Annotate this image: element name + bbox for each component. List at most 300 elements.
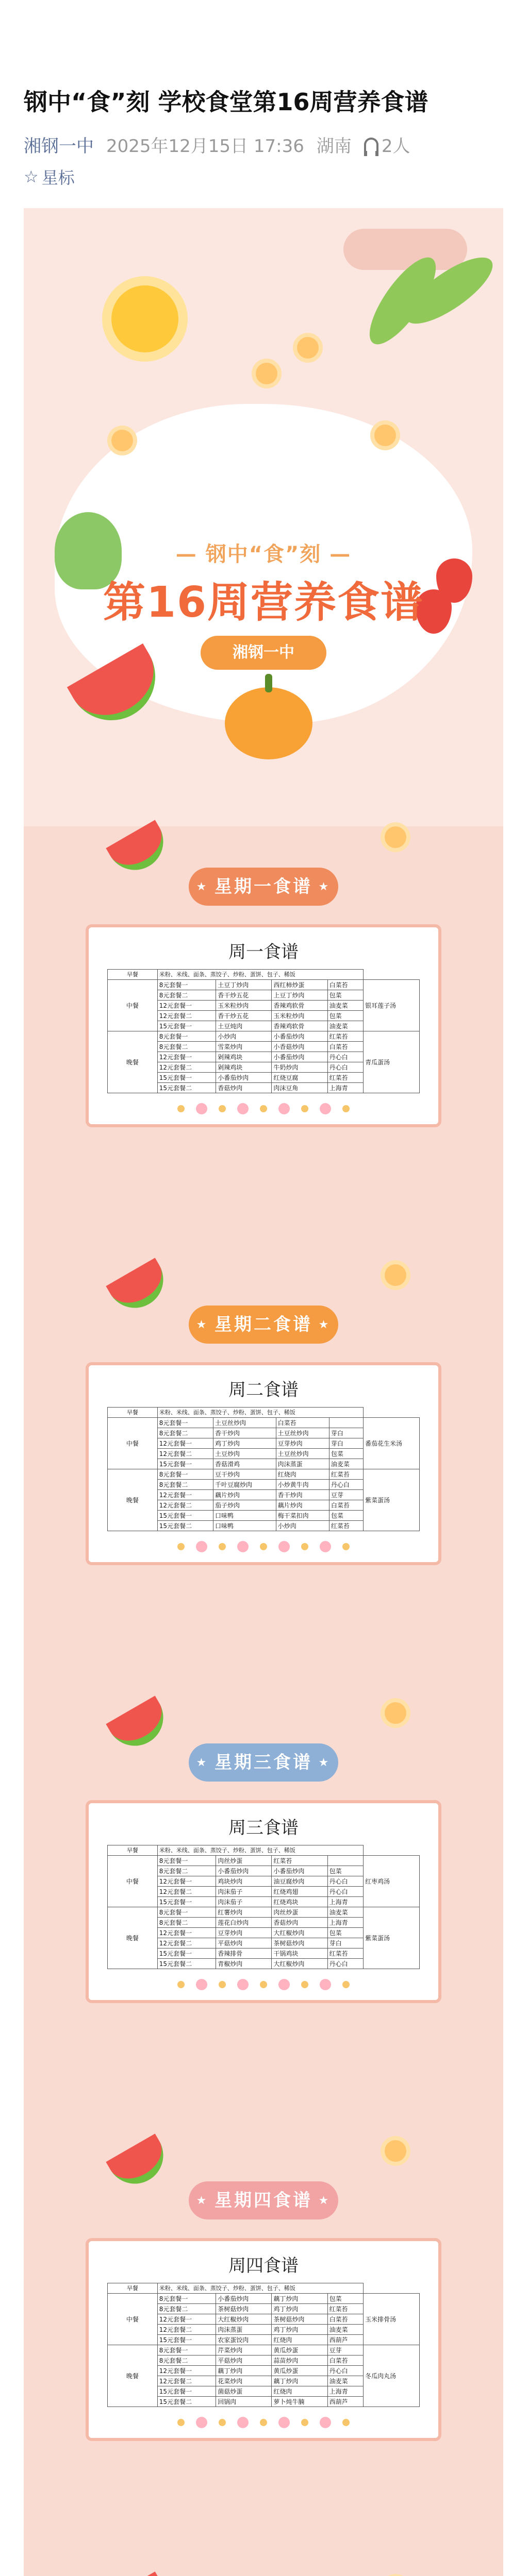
table-cell: 油豆腐炒肉 — [272, 1876, 327, 1887]
table-cell: 土豆丝炒肉 — [276, 1428, 329, 1438]
table-cell: 8元套餐二 — [157, 1480, 213, 1490]
dot-icon — [320, 1541, 331, 1552]
decorative-dots — [89, 1969, 438, 2000]
table-cell: 15元套餐一 — [157, 1459, 213, 1469]
dot-icon — [237, 1103, 249, 1114]
table-cell: 12元套餐二 — [157, 1062, 216, 1073]
table-cell: 藕片炒肉 — [276, 1500, 329, 1511]
table-cell: 12元套餐一 — [157, 2366, 216, 2376]
meal-label-cell: 中餐 — [108, 1418, 158, 1469]
dot-icon — [342, 1981, 350, 1988]
table-cell: 白菜苔 — [327, 2314, 364, 2325]
table-cell: 白菜苔 — [327, 2355, 364, 2366]
dot-icon — [177, 1981, 185, 1988]
table-cell: 8元套餐二 — [157, 990, 216, 1001]
table-cell: 包菜 — [327, 2294, 364, 2304]
menu-table — [107, 969, 420, 1093]
table-cell: 8元套餐一 — [157, 2294, 216, 2304]
table-cell: 剁辣鸡块 — [216, 1052, 272, 1062]
table-row — [108, 1907, 420, 1918]
table-cell: 上海青 — [327, 2386, 364, 2397]
dot-icon — [278, 1103, 290, 1114]
table-cell: 肉沫豆角 — [272, 1083, 327, 1093]
table-cell: 黄瓜炒蛋 — [272, 2366, 327, 2376]
table-header-cell: 早餐 — [108, 1845, 158, 1856]
star-icon: ★ — [196, 880, 214, 893]
article-title: 钢中“食”刻 学校食堂第16周营养食谱 — [24, 88, 428, 116]
table-cell: 12元套餐二 — [157, 1449, 213, 1459]
table-cell: 红烧豆腐 — [272, 1073, 327, 1083]
table-cell: 白菜苔 — [329, 1500, 363, 1511]
soup-cell: 冬瓜肉丸汤 — [364, 2345, 420, 2407]
table-cell: 8元套餐二 — [157, 2304, 216, 2314]
meal-label-cell: 中餐 — [108, 2294, 158, 2345]
table-cell: 萝卜炖牛腩 — [272, 2397, 327, 2407]
day-pill-wed — [189, 1743, 338, 1782]
table-cell: 油麦菜 — [327, 1021, 364, 1031]
table-cell: 包菜 — [327, 1928, 364, 1938]
table-cell: 土豆炖肉 — [216, 1021, 272, 1031]
publish-date: 2025年12月15日 17:36 — [106, 136, 304, 157]
table-row — [108, 2294, 420, 2304]
table-cell: 肉丝炒蛋 — [272, 1907, 327, 1918]
table-cell: 8元套餐二 — [157, 2355, 216, 2366]
table-cell: 红烧鸡翅 — [272, 1887, 327, 1897]
dot-icon — [342, 1543, 350, 1550]
table-cell: 丹心白 — [329, 1480, 363, 1490]
table-cell: 8元套餐一 — [157, 1856, 216, 1866]
flower-icon — [374, 425, 396, 446]
table-cell: 红菜苔 — [327, 1948, 364, 1959]
table-cell: 芽白 — [327, 1938, 364, 1948]
table-header-cell: 早餐 — [108, 2283, 158, 2294]
table-row — [108, 1418, 420, 1428]
dot-icon — [260, 1105, 267, 1112]
table-cell: 雪菜炒肉 — [216, 1042, 272, 1052]
decorative-dots — [89, 1531, 438, 1562]
table-cell: 红薯炒肉 — [216, 1907, 272, 1918]
watermelon-icon — [106, 1696, 173, 1756]
table-cell: 油麦菜 — [327, 1001, 364, 1011]
menu-sheet — [107, 1376, 420, 1531]
flower-icon — [385, 1264, 406, 1286]
table-cell: 茄子炒肉 — [213, 1500, 276, 1511]
soup-cell: 紫菜蛋汤 — [364, 1469, 420, 1531]
table-cell: 茶树菇炒肉 — [272, 1938, 327, 1948]
table-header-row — [108, 1408, 420, 1418]
table-cell — [329, 1418, 363, 1428]
table-cell: 12元套餐一 — [157, 1001, 216, 1011]
table-cell: 包菜 — [327, 1011, 364, 1021]
day-pill-thu — [189, 2181, 338, 2219]
star-icon: ★ — [312, 880, 331, 893]
table-cell: 红烧肉 — [272, 2335, 327, 2345]
table-cell: 15元套餐二 — [157, 1521, 213, 1531]
table-cell: 玉米粒炒肉 — [216, 1001, 272, 1011]
table-header-cell: 早餐 — [108, 1408, 158, 1418]
dot-icon — [196, 2417, 207, 2428]
table-cell: 肉沫蒸蛋 — [276, 1459, 329, 1469]
table-cell: 丹心白 — [327, 1052, 364, 1062]
table-cell: 丹心白 — [327, 1959, 364, 1969]
table-header-cell: 米粉、米线、面条、蒸饺子、炒粉、蛋饼、包子、稀饭 — [157, 2283, 363, 2294]
table-cell: 小番茄炒肉 — [272, 1866, 327, 1876]
meal-label-cell: 晚餐 — [108, 1907, 158, 1969]
star-icon: ★ — [196, 1756, 214, 1769]
dot-icon — [278, 1541, 290, 1552]
day-pill-mon — [189, 868, 338, 906]
table-cell: 8元套餐二 — [157, 1428, 213, 1438]
table-cell: 芽白 — [329, 1438, 363, 1449]
table-cell: 8元套餐一 — [157, 1418, 213, 1428]
table-cell: 剁辣鸡块 — [216, 1062, 272, 1073]
poster-subtitle: — 钢中“食”刻 — — [175, 543, 352, 566]
table-header-row — [108, 1845, 420, 1856]
table-cell: 香辣鸡软骨 — [272, 1001, 327, 1011]
table-cell: 香辣排骨 — [216, 1948, 272, 1959]
table-cell: 15元套餐一 — [157, 2386, 216, 2397]
table-cell: 藕片炒肉 — [213, 1490, 276, 1500]
table-cell: 豆干炒肉 — [213, 1469, 276, 1480]
table-cell: 8元套餐一 — [157, 980, 216, 990]
table-cell: 上海青 — [327, 1897, 364, 1907]
table-cell: 15元套餐一 — [157, 1897, 216, 1907]
table-cell: 口味鸭 — [213, 1511, 276, 1521]
day-pill-tue — [189, 1306, 338, 1344]
table-cell: 12元套餐二 — [157, 1887, 216, 1897]
watermelon-icon — [106, 1258, 173, 1318]
flower-icon — [297, 337, 319, 359]
table-cell: 口味鸭 — [213, 1521, 276, 1531]
egg-icon — [256, 363, 277, 384]
table-cell: 12元套餐一 — [157, 2314, 216, 2325]
table-cell: 香菇炒肉 — [272, 1918, 327, 1928]
flower-icon — [385, 1702, 406, 1724]
table-cell: 豆芽炒肉 — [276, 1438, 329, 1449]
table-cell: 15元套餐二 — [157, 1959, 216, 1969]
dot-icon — [237, 2417, 249, 2428]
soup-cell: 番茄花生米汤 — [364, 1418, 420, 1469]
menu-heading: 周三食谱 — [228, 1818, 299, 1838]
listeners-count[interactable] — [364, 132, 410, 157]
soup-cell: 玉米排骨汤 — [364, 2294, 420, 2345]
star-icon: ☆ — [24, 167, 39, 187]
dot-icon — [219, 1543, 226, 1550]
school-badge: 湘钢一中 — [201, 636, 326, 670]
soup-cell: 青瓜蛋汤 — [364, 1031, 420, 1093]
watermelon-icon — [106, 2571, 173, 2576]
table-cell: 藕丁炒肉 — [272, 2376, 327, 2386]
table-row — [108, 1469, 420, 1480]
table-cell: 鸡块炒肉 — [216, 1876, 272, 1887]
table-header-cell: 早餐 — [108, 970, 158, 980]
menu-table — [107, 2283, 420, 2407]
table-cell: 小番茄炒肉 — [272, 1052, 327, 1062]
flower-icon — [111, 430, 133, 451]
table-cell: 芹菜炒肉 — [216, 2345, 272, 2355]
table-cell: 12元套餐二 — [157, 1500, 213, 1511]
day-pill-label: 星期一食谱 — [214, 876, 312, 897]
watermelon-icon — [106, 2133, 173, 2194]
menu-card-tue — [86, 1362, 441, 1565]
table-cell: 香干炒肉 — [213, 1428, 276, 1438]
table-cell: 农家蛋饺肉 — [216, 2335, 272, 2345]
table-cell: 鸡丁炒肉 — [213, 1438, 276, 1449]
dot-icon — [177, 2419, 185, 2426]
dot-icon — [342, 1105, 350, 1112]
table-cell: 丹心白 — [327, 1062, 364, 1073]
table-cell: 红烧肉 — [272, 2386, 327, 2397]
table-cell: 肉沫茄子 — [216, 1897, 272, 1907]
meal-label-cell: 晚餐 — [108, 2345, 158, 2407]
table-cell: 12元套餐二 — [157, 1011, 216, 1021]
table-cell: 白菜苔 — [327, 980, 364, 990]
dot-icon — [301, 1105, 308, 1112]
table-cell: 8元套餐一 — [157, 1907, 216, 1918]
watermelon-icon — [106, 820, 173, 880]
table-cell: 香辣鸡软骨 — [272, 1021, 327, 1031]
table-cell: 小炒黄牛肉 — [276, 1480, 329, 1490]
table-cell: 红烧肉 — [276, 1469, 329, 1480]
table-cell: 香干炒五花 — [216, 990, 272, 1001]
table-cell: 小香菇炒肉 — [272, 1042, 327, 1052]
dot-icon — [219, 1981, 226, 1988]
table-cell: 玉米粒炒肉 — [272, 1011, 327, 1021]
day-pill-label: 星期二食谱 — [214, 1314, 312, 1335]
star-icon: ★ — [196, 1318, 214, 1331]
dot-icon — [196, 1103, 207, 1114]
table-cell: 茶树菇炒肉 — [216, 2304, 272, 2314]
dot-icon — [320, 1979, 331, 1990]
table-cell: 藕丁炒肉 — [272, 2294, 327, 2304]
table-cell: 8元套餐一 — [157, 2345, 216, 2355]
table-cell: 12元套餐二 — [157, 2376, 216, 2386]
table-row — [108, 1031, 420, 1042]
table-cell: 豆芽 — [329, 1490, 363, 1500]
day-pill-label: 星期三食谱 — [214, 1752, 312, 1773]
menu-card-thu — [86, 2238, 441, 2441]
table-cell: 肉沫茄子 — [216, 1887, 272, 1897]
table-cell: 干锅鸡块 — [272, 1948, 327, 1959]
table-cell: 白菜苔 — [276, 1418, 329, 1428]
table-cell: 15元套餐一 — [157, 1511, 213, 1521]
region-label: 湖南 — [316, 136, 352, 157]
dot-icon — [301, 2419, 308, 2426]
table-cell: 15元套餐一 — [157, 1021, 216, 1031]
decorative-dots — [89, 2407, 438, 2438]
table-cell: 小番茄炒肉 — [216, 1073, 272, 1083]
table-cell: 肉丝炒蛋 — [216, 1856, 272, 1866]
table-cell: 油麦菜 — [327, 1907, 364, 1918]
table-cell: 8元套餐二 — [157, 1918, 216, 1928]
menu-heading: 周四食谱 — [228, 2256, 299, 2276]
table-cell: 鸡丁炒肉 — [272, 2325, 327, 2335]
table-cell: 包菜 — [327, 1866, 364, 1876]
table-cell: 15元套餐一 — [157, 1073, 216, 1083]
star-button[interactable] — [24, 165, 75, 189]
table-cell: 红菜苔 — [272, 1856, 327, 1866]
table-cell: 油麦菜 — [329, 1459, 363, 1469]
table-header-cell: 米粉、米线、面条、蒸饺子、炒粉、蛋饼、包子、稀饭 — [157, 1408, 363, 1418]
dot-icon — [301, 1981, 308, 1988]
table-cell: 油麦菜 — [327, 2325, 364, 2335]
table-cell: 藕丁炒肉 — [216, 2366, 272, 2376]
table-cell: 莲花白炒肉 — [216, 1918, 272, 1928]
star-icon: ★ — [312, 1318, 331, 1331]
table-cell: 千叶豆腐炒肉 — [213, 1480, 276, 1490]
table-cell: 油麦菜 — [327, 2376, 364, 2386]
dot-icon — [219, 2419, 226, 2426]
table-row — [108, 2345, 420, 2355]
table-cell: 红菜苔 — [327, 1031, 364, 1042]
table-cell: 红菜苔 — [329, 1521, 363, 1531]
star-label: 星标 — [41, 168, 75, 188]
table-cell: 丹心白 — [327, 1876, 364, 1887]
meal-label-cell: 中餐 — [108, 980, 158, 1031]
table-cell: 包菜 — [327, 990, 364, 1001]
table-row — [108, 1856, 420, 1866]
table-cell: 花菜炒肉 — [216, 2376, 272, 2386]
menu-sheet — [107, 1814, 420, 1969]
dot-icon — [177, 1543, 185, 1550]
table-header-row — [108, 970, 420, 980]
table-cell: 12元套餐二 — [157, 2325, 216, 2335]
table-cell: 15元套餐一 — [157, 1948, 216, 1959]
table-cell: 12元套餐一 — [157, 1438, 213, 1449]
table-cell: 8元套餐二 — [157, 1866, 216, 1876]
dot-icon — [219, 1105, 226, 1112]
table-cell: 香干炒五花 — [216, 1011, 272, 1021]
dot-icon — [278, 1979, 290, 1990]
menu-table — [107, 1845, 420, 1969]
table-cell: 小炒肉 — [216, 1031, 272, 1042]
dot-icon — [260, 1543, 267, 1550]
table-cell: 小炒肉 — [276, 1521, 329, 1531]
table-cell: 包菜 — [329, 1511, 363, 1521]
table-cell: 包菜 — [329, 1449, 363, 1459]
star-icon: ★ — [312, 1756, 331, 1769]
table-cell: 红菜苔 — [327, 2304, 364, 2314]
table-cell: 丹心白 — [327, 1887, 364, 1897]
table-cell: 土豆丝炒肉 — [213, 1418, 276, 1428]
flower-icon — [385, 826, 406, 848]
table-cell: 土豆丝炒肉 — [276, 1449, 329, 1459]
dot-icon — [320, 2417, 331, 2428]
table-cell: 平菇炒肉 — [216, 2355, 272, 2366]
table-cell: 豆芽炒肉 — [216, 1928, 272, 1938]
table-cell: 菌菇炒蛋 — [216, 2386, 272, 2397]
table-cell: 茶树菇炒肉 — [272, 2314, 327, 2325]
soup-cell: 银耳莲子汤 — [364, 980, 420, 1031]
table-header-cell: 米粉、米线、面条、蒸饺子、炒粉、蛋饼、包子、稀饭 — [157, 1845, 363, 1856]
table-cell: 15元套餐一 — [157, 2335, 216, 2345]
dot-icon — [237, 1979, 249, 1990]
table-cell: 红菜苔 — [327, 1073, 364, 1083]
table-cell: 青椒炒肉 — [216, 1959, 272, 1969]
dot-icon — [177, 1105, 185, 1112]
table-cell: 蒜苗炒肉 — [272, 2355, 327, 2366]
meal-label-cell: 晚餐 — [108, 1031, 158, 1093]
table-cell: 大红椒炒肉 — [216, 2314, 272, 2325]
table-cell: 15元套餐二 — [157, 2397, 216, 2407]
star-icon: ★ — [312, 2194, 331, 2207]
listeners-count-label: 2人 — [381, 136, 410, 157]
decorative-dots — [89, 1093, 438, 1124]
table-cell: 香干炒肉 — [276, 1490, 329, 1500]
table-row — [108, 980, 420, 990]
flower-icon — [385, 2140, 406, 2162]
table-cell: 8元套餐一 — [157, 1469, 213, 1480]
dot-icon — [196, 1979, 207, 1990]
table-cell: 15元套餐二 — [157, 1083, 216, 1093]
table-cell: 黄瓜炒蛋 — [272, 2345, 327, 2355]
table-header-row — [108, 2283, 420, 2294]
headset-icon — [364, 138, 378, 152]
table-cell: 梅干菜扣肉 — [276, 1511, 329, 1521]
dot-icon — [278, 2417, 290, 2428]
meal-label-cell: 晚餐 — [108, 1469, 158, 1531]
menu-table — [107, 1407, 420, 1531]
table-cell: 上豆丁炒肉 — [272, 990, 327, 1001]
pumpkin-icon — [225, 687, 312, 759]
table-cell: 小番茄炒肉 — [216, 1866, 272, 1876]
table-cell: 西红柿炒蛋 — [272, 980, 327, 990]
table-cell: 香菇炒肉 — [216, 1083, 272, 1093]
day-pill-label: 星期四食谱 — [214, 2190, 312, 2211]
table-cell: 鸡丁炒肉 — [272, 2304, 327, 2314]
dot-icon — [301, 1543, 308, 1550]
table-cell: 平菇炒肉 — [216, 1938, 272, 1948]
dot-icon — [342, 2419, 350, 2426]
cloud-decoration — [343, 229, 467, 270]
menu-card-mon — [86, 924, 441, 1127]
poster-title: 第16周营养食谱 — [103, 578, 424, 627]
table-cell: 豆芽 — [327, 2345, 364, 2355]
table-cell: 12元套餐二 — [157, 1938, 216, 1948]
table-cell: 8元套餐二 — [157, 1042, 216, 1052]
table-cell: 12元套餐一 — [157, 1490, 213, 1500]
dot-icon — [320, 1103, 331, 1114]
menu-sheet — [107, 2251, 420, 2407]
table-cell: 回锅肉 — [216, 2397, 272, 2407]
table-cell: 西葫芦 — [327, 2397, 364, 2407]
table-header-cell: 米粉、米线、面条、蒸饺子、炒粉、蛋饼、包子、稀饭 — [157, 970, 363, 980]
menu-poster — [24, 208, 503, 2576]
table-cell: 肉沫蒸蛋 — [216, 2325, 272, 2335]
dot-icon — [260, 1981, 267, 1988]
table-cell: 小番茄炒肉 — [272, 1031, 327, 1042]
table-cell: 大红椒炒肉 — [272, 1928, 327, 1938]
meal-label-cell: 中餐 — [108, 1856, 158, 1907]
table-cell: 土豆丁炒肉 — [216, 980, 272, 990]
star-icon: ★ — [196, 2194, 214, 2207]
menu-card-wed — [86, 1800, 441, 2003]
dot-icon — [196, 1541, 207, 1552]
sun-icon — [111, 285, 178, 352]
menu-sheet — [107, 938, 420, 1093]
table-cell: 8元套餐一 — [157, 1031, 216, 1042]
table-cell: 丹心白 — [327, 2366, 364, 2376]
table-cell: 12元套餐一 — [157, 1928, 216, 1938]
table-cell: 牛奶炒肉 — [272, 1062, 327, 1073]
table-cell: 西葫芦 — [327, 2335, 364, 2345]
article-meta — [24, 132, 410, 157]
table-cell: 小番茄炒肉 — [216, 2294, 272, 2304]
table-cell: 12元套餐一 — [157, 1876, 216, 1887]
author-link[interactable]: 湘钢一中 — [24, 136, 94, 157]
table-cell: 红烧鸡块 — [272, 1897, 327, 1907]
menu-heading: 周一食谱 — [228, 942, 299, 962]
